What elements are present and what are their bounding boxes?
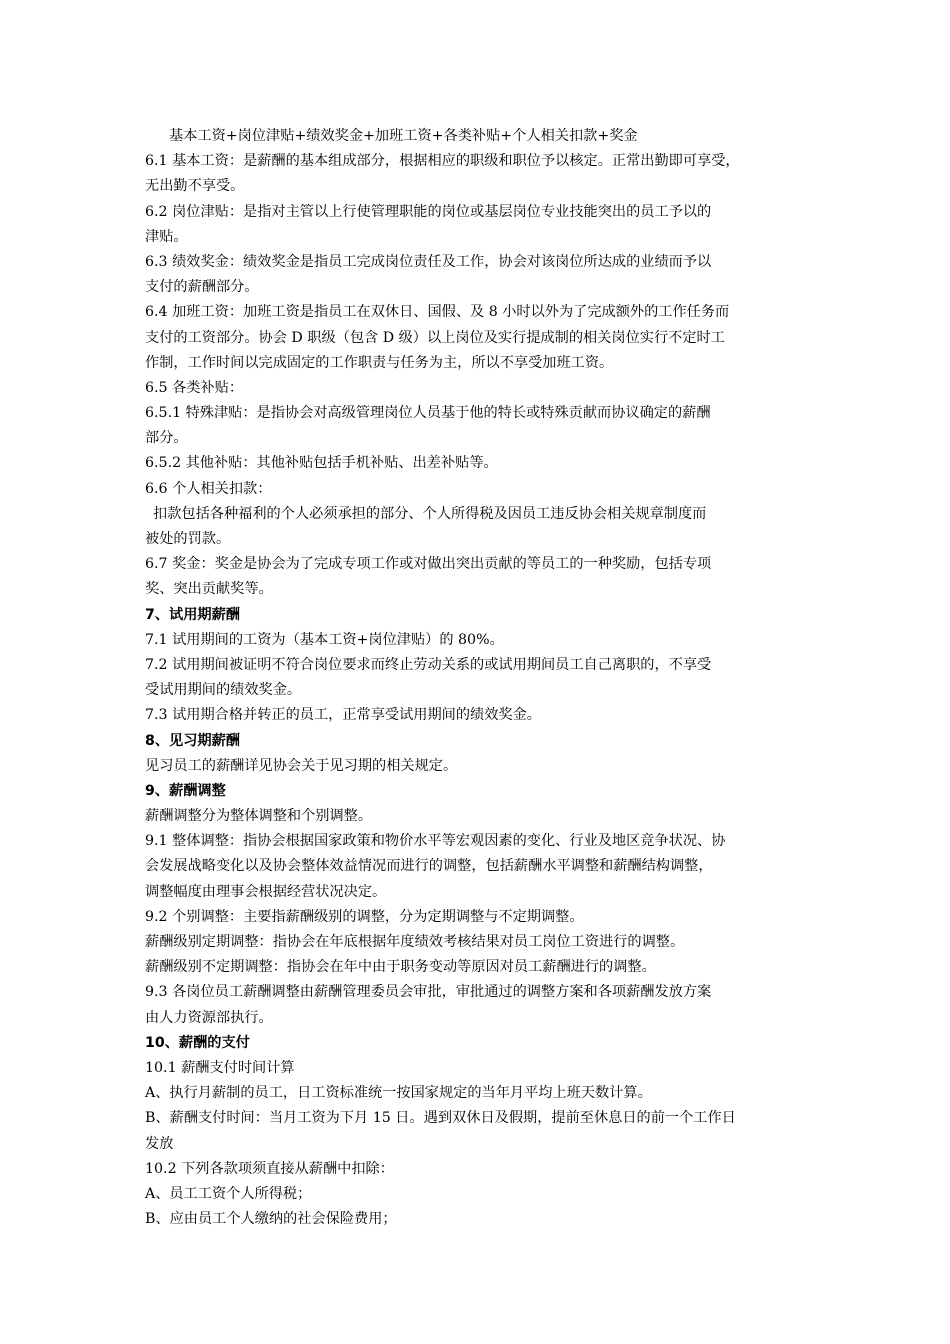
paragraph-line: 9.1 整体调整：指协会根据国家政策和物价水平等宏观因素的变化、行业及地区竞争状况、协 bbox=[145, 833, 726, 850]
paragraph-line: 部分。 bbox=[145, 430, 188, 447]
paragraph-line: 扣款包括各种福利的个人必须承担的部分、个人所得税及因员工违反协会相关规章制度而 bbox=[153, 505, 707, 522]
paragraph-line: 6.2 岗位津贴：是指对主管以上行使管理职能的岗位或基层岗位专业技能突出的员工予以的 bbox=[145, 203, 712, 220]
paragraph-line: 被处的罚款。 bbox=[145, 531, 231, 547]
paragraph-line: 6.1 基本工资：是薪酬的基本组成部分，根据相应的职级和职位予以核定。正常出勤即可享受， bbox=[145, 153, 740, 170]
paragraph-line: B、薪酬支付时间：当月工资为下月 15 日。遇到双休日及假期，提前至休息日的前一个工作日 bbox=[145, 1110, 736, 1127]
paragraph-line: 9.2 个别调整：主要指薪酬级别的调整，分为定期调整与不定期调整。 bbox=[145, 908, 584, 925]
paragraph-line: 发放 bbox=[145, 1135, 174, 1152]
paragraph-line: 受试用期间的绩效奖金。 bbox=[145, 682, 302, 699]
paragraph-line: 作制，工作时间以完成固定的工作职责与任务为主，所以不享受加班工资。 bbox=[145, 354, 614, 371]
paragraph-line: 无出勤不享受。 bbox=[145, 178, 245, 195]
paragraph-line: B、应由员工个人缴纳的社会保险费用； bbox=[145, 1211, 397, 1228]
section-heading: 10、薪酬的支付 bbox=[145, 1034, 250, 1051]
section-heading: 9、薪酬调整 bbox=[145, 782, 226, 799]
paragraph-line: 薪酬级别定期调整：指协会在年底根据年度绩效考核结果对员工岗位工资进行的调整。 bbox=[145, 934, 685, 950]
paragraph-line: 调整幅度由理事会根据经营状况决定。 bbox=[145, 883, 387, 900]
paragraph-line: 由人力资源部执行。 bbox=[145, 1009, 273, 1026]
paragraph-line: 见习员工的薪酬详见协会关于见习期的相关规定。 bbox=[145, 757, 458, 774]
paragraph-line: 7.2 试用期间被证明不符合岗位要求而终止劳动关系的或试用期间员工自己离职的，不享受 bbox=[145, 656, 712, 673]
section-heading: 8、见习期薪酬 bbox=[145, 732, 240, 749]
paragraph-line: 6.5.2 其他补贴：其他补贴包括手机补贴、出差补贴等。 bbox=[145, 455, 498, 472]
paragraph-line: 奖、突出贡献奖等。 bbox=[145, 581, 273, 598]
paragraph-line: 7.1 试用期间的工资为（基本工资+岗位津贴）的 80%。 bbox=[145, 631, 504, 648]
paragraph-line: A、执行月薪制的员工，日工资标准统一按国家规定的当年月平均上班天数计算。 bbox=[145, 1085, 652, 1102]
paragraph-line: 基本工资+岗位津贴+绩效奖金+加班工资+各类补贴+个人相关扣款+奖金 bbox=[169, 128, 638, 144]
paragraph-line: 6.4 加班工资：加班工资是指员工在双休日、国假、及 8 小时以外为了完成额外的工作任务而 bbox=[145, 304, 730, 321]
paragraph-line: A、员工工资个人所得税； bbox=[145, 1185, 312, 1202]
paragraph-line: 6.5.1 特殊津贴：是指协会对高级管理岗位人员基于他的特长或特殊贡献而协议确定的薪酬 bbox=[145, 405, 711, 422]
paragraph-line: 6.7 奖金：奖金是协会为了完成专项工作或对做出突出贡献的等员工的一种奖励，包括专项 bbox=[145, 556, 712, 573]
paragraph-line: 10.2 下列各款项须直接从薪酬中扣除： bbox=[145, 1160, 394, 1177]
paragraph-line: 7.3 试用期合格并转正的员工，正常享受试用期间的绩效奖金。 bbox=[145, 707, 541, 724]
paragraph-line: 薪酬级别不定期调整：指协会在年中由于职务变动等原因对员工薪酬进行的调整。 bbox=[145, 959, 656, 976]
paragraph-line: 6.3 绩效奖金：绩效奖金是指员工完成岗位责任及工作，协会对该岗位所达成的业绩而予以 bbox=[145, 253, 712, 270]
paragraph-line: 9.3 各岗位员工薪酬调整由薪酬管理委员会审批，审批通过的调整方案和各项薪酬发放方案 bbox=[145, 984, 712, 1001]
document-page bbox=[145, 124, 810, 1232]
paragraph-line: 6.6 个人相关扣款： bbox=[145, 480, 272, 497]
paragraph-line: 津贴。 bbox=[145, 228, 188, 245]
paragraph-line: 会发展战略变化以及协会整体效益情况而进行的调整，包括薪酬水平调整和薪酬结构调整， bbox=[145, 858, 713, 875]
paragraph-line: 薪酬调整分为整体调整和个别调整。 bbox=[145, 808, 373, 825]
paragraph-line: 6.5 各类补贴： bbox=[145, 379, 244, 396]
section-heading: 7、试用期薪酬 bbox=[145, 606, 240, 623]
paragraph-line: 10.1 薪酬支付时间计算 bbox=[145, 1059, 295, 1076]
paragraph-line: 支付的工资部分。协会 D 职级（包含 D 级）以上岗位及实行提成制的相关岗位实行不定时工 bbox=[145, 329, 725, 346]
paragraph-line: 支付的薪酬部分。 bbox=[145, 279, 259, 296]
